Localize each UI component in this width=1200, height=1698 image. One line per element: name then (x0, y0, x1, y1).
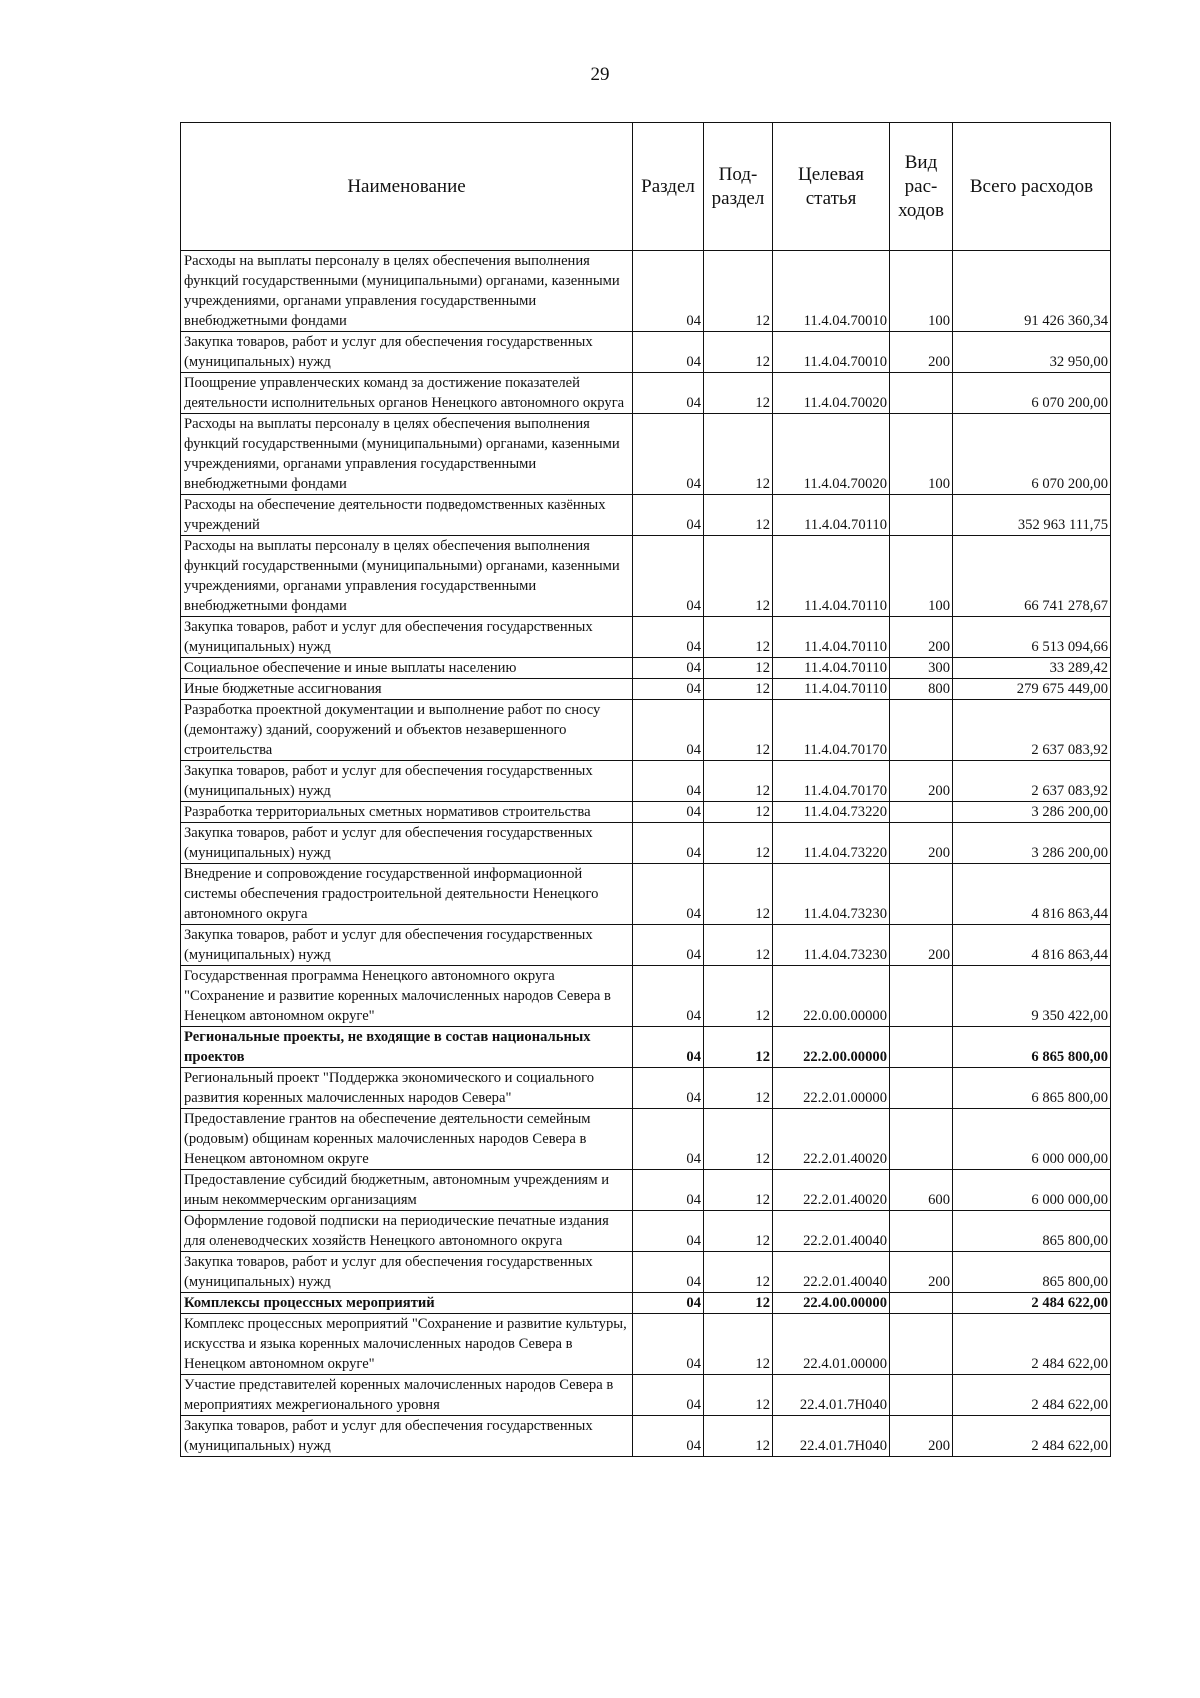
cell-vid (890, 802, 953, 823)
cell-razdel: 04 (633, 373, 704, 414)
cell-vid: 100 (890, 414, 953, 495)
page-number: 29 (590, 64, 610, 85)
cell-razdel: 04 (633, 761, 704, 802)
header-name: Наименование (181, 123, 633, 251)
cell-razdel: 04 (633, 1293, 704, 1314)
cell-podrazdel: 12 (704, 1027, 773, 1068)
cell-name: Оформление годовой подписки на периодические печатные издания для оленеводческих хозяйств Ненецкого автономного округа (181, 1211, 633, 1252)
cell-name: Расходы на выплаты персоналу в целях обеспечения выполнения функций государственными (муниципальными) органами, казенными учреждениями, органами управления государственными внебюджетными фондами (181, 536, 633, 617)
table-row (181, 658, 1111, 679)
cell-vid: 200 (890, 1416, 953, 1457)
cell-razdel: 04 (633, 679, 704, 700)
table-row (181, 617, 1111, 658)
cell-razdel: 04 (633, 700, 704, 761)
cell-total: 6 865 800,00 (953, 1027, 1111, 1068)
cell-vid: 100 (890, 251, 953, 332)
cell-statya: 11.4.04.70110 (773, 658, 890, 679)
cell-razdel: 04 (633, 1314, 704, 1375)
cell-statya: 11.4.04.73230 (773, 864, 890, 925)
cell-name: Участие представителей коренных малочисленных народов Севера в мероприятиях межрегионального уровня (181, 1375, 633, 1416)
cell-vid (890, 966, 953, 1027)
cell-total: 6 865 800,00 (953, 1068, 1111, 1109)
cell-statya: 11.4.04.70110 (773, 679, 890, 700)
cell-vid: 200 (890, 332, 953, 373)
table-header-row (181, 123, 1111, 251)
cell-name: Закупка товаров, работ и услуг для обеспечения государственных (муниципальных) нужд (181, 1252, 633, 1293)
cell-total: 9 350 422,00 (953, 966, 1111, 1027)
cell-podrazdel: 12 (704, 1314, 773, 1375)
cell-name: Поощрение управленческих команд за достижение показателей деятельности исполнительных органов Ненецкого автономного округа (181, 373, 633, 414)
table-row (181, 966, 1111, 1027)
cell-vid (890, 495, 953, 536)
cell-statya: 11.4.04.70020 (773, 373, 890, 414)
cell-razdel: 04 (633, 925, 704, 966)
table-row (181, 802, 1111, 823)
cell-razdel: 04 (633, 251, 704, 332)
cell-total: 865 800,00 (953, 1211, 1111, 1252)
cell-podrazdel: 12 (704, 925, 773, 966)
cell-vid: 200 (890, 823, 953, 864)
table-row (181, 1293, 1111, 1314)
cell-total: 2 484 622,00 (953, 1375, 1111, 1416)
cell-total: 66 741 278,67 (953, 536, 1111, 617)
table-row (181, 864, 1111, 925)
cell-razdel: 04 (633, 966, 704, 1027)
cell-podrazdel: 12 (704, 1252, 773, 1293)
table-row (181, 1027, 1111, 1068)
cell-statya: 11.4.04.70110 (773, 495, 890, 536)
cell-name: Закупка товаров, работ и услуг для обеспечения государственных (муниципальных) нужд (181, 332, 633, 373)
cell-statya: 11.4.04.73230 (773, 925, 890, 966)
cell-razdel: 04 (633, 802, 704, 823)
cell-podrazdel: 12 (704, 1109, 773, 1170)
header-podrazdel: Под- раздел (704, 123, 773, 251)
cell-name: Региональные проекты, не входящие в состав национальных проектов (181, 1027, 633, 1068)
cell-total: 2 484 622,00 (953, 1314, 1111, 1375)
cell-vid (890, 1314, 953, 1375)
cell-vid (890, 1375, 953, 1416)
cell-name: Иные бюджетные ассигнования (181, 679, 633, 700)
cell-podrazdel: 12 (704, 658, 773, 679)
cell-statya: 11.4.04.70010 (773, 251, 890, 332)
cell-podrazdel: 12 (704, 536, 773, 617)
cell-name: Предоставление грантов на обеспечение деятельности семейным (родовым) общинам коренных малочисленных народов Севера в Ненецком автономном округе (181, 1109, 633, 1170)
cell-total: 3 286 200,00 (953, 802, 1111, 823)
table-row (181, 1170, 1111, 1211)
cell-vid: 200 (890, 761, 953, 802)
cell-name: Комплексы процессных мероприятий (181, 1293, 633, 1314)
cell-statya: 22.2.01.00000 (773, 1068, 890, 1109)
cell-podrazdel: 12 (704, 414, 773, 495)
header-razdel: Раздел (633, 123, 704, 251)
table-row (181, 251, 1111, 332)
cell-vid: 300 (890, 658, 953, 679)
cell-name: Комплекс процессных мероприятий "Сохранение и развитие культуры, искусства и языка коренных малочисленных народов Севера в Ненецком автономном округе" (181, 1314, 633, 1375)
table-row (181, 1109, 1111, 1170)
header-vid: Вид рас- ходов (890, 123, 953, 251)
cell-statya: 22.2.01.40020 (773, 1109, 890, 1170)
cell-name: Расходы на обеспечение деятельности подведомственных казённых учреждений (181, 495, 633, 536)
cell-statya: 22.4.00.00000 (773, 1293, 890, 1314)
cell-name: Закупка товаров, работ и услуг для обеспечения государственных (муниципальных) нужд (181, 617, 633, 658)
table-row (181, 495, 1111, 536)
table-row (181, 925, 1111, 966)
cell-statya: 22.2.01.40040 (773, 1252, 890, 1293)
cell-statya: 22.2.01.40040 (773, 1211, 890, 1252)
cell-total: 91 426 360,34 (953, 251, 1111, 332)
cell-podrazdel: 12 (704, 1068, 773, 1109)
cell-total: 352 963 111,75 (953, 495, 1111, 536)
cell-razdel: 04 (633, 1027, 704, 1068)
cell-vid (890, 864, 953, 925)
cell-total: 279 675 449,00 (953, 679, 1111, 700)
cell-vid: 100 (890, 536, 953, 617)
table-row (181, 1314, 1111, 1375)
cell-statya: 22.4.01.7Н040 (773, 1416, 890, 1457)
table-row (181, 823, 1111, 864)
cell-statya: 11.4.04.70110 (773, 536, 890, 617)
cell-name: Расходы на выплаты персоналу в целях обеспечения выполнения функций государственными (муниципальными) органами, казенными учреждениями, органами управления государственными внебюджетными фондами (181, 251, 633, 332)
cell-podrazdel: 12 (704, 679, 773, 700)
cell-total: 2 484 622,00 (953, 1416, 1111, 1457)
cell-podrazdel: 12 (704, 1293, 773, 1314)
cell-razdel: 04 (633, 536, 704, 617)
cell-razdel: 04 (633, 1416, 704, 1457)
cell-name: Государственная программа Ненецкого автономного округа "Сохранение и развитие коренных малочисленных народов Севера в Ненецком автономном округе" (181, 966, 633, 1027)
cell-podrazdel: 12 (704, 802, 773, 823)
cell-name: Социальное обеспечение и иные выплаты населению (181, 658, 633, 679)
cell-razdel: 04 (633, 1252, 704, 1293)
cell-statya: 11.4.04.73220 (773, 802, 890, 823)
table-row (181, 1416, 1111, 1457)
cell-statya: 11.4.04.70170 (773, 761, 890, 802)
cell-name: Закупка товаров, работ и услуг для обеспечения государственных (муниципальных) нужд (181, 1416, 633, 1457)
table-row (181, 679, 1111, 700)
header-total: Всего расходов (953, 123, 1111, 251)
header-statya: Целевая статья (773, 123, 890, 251)
cell-podrazdel: 12 (704, 1211, 773, 1252)
table-row (181, 1252, 1111, 1293)
cell-vid: 200 (890, 1252, 953, 1293)
cell-total: 6 000 000,00 (953, 1170, 1111, 1211)
cell-statya: 22.2.01.40020 (773, 1170, 890, 1211)
cell-vid (890, 373, 953, 414)
cell-podrazdel: 12 (704, 1375, 773, 1416)
cell-total: 6 513 094,66 (953, 617, 1111, 658)
table-row (181, 332, 1111, 373)
cell-total: 2 637 083,92 (953, 700, 1111, 761)
cell-razdel: 04 (633, 495, 704, 536)
cell-statya: 11.4.04.73220 (773, 823, 890, 864)
cell-podrazdel: 12 (704, 373, 773, 414)
cell-vid (890, 1293, 953, 1314)
cell-total: 4 816 863,44 (953, 864, 1111, 925)
table-row (181, 700, 1111, 761)
cell-podrazdel: 12 (704, 823, 773, 864)
cell-name: Разработка территориальных сметных нормативов строительства (181, 802, 633, 823)
cell-name: Закупка товаров, работ и услуг для обеспечения государственных (муниципальных) нужд (181, 761, 633, 802)
cell-statya: 11.4.04.70020 (773, 414, 890, 495)
cell-vid (890, 700, 953, 761)
cell-name: Закупка товаров, работ и услуг для обеспечения государственных (муниципальных) нужд (181, 823, 633, 864)
cell-statya: 22.4.01.7Н040 (773, 1375, 890, 1416)
cell-razdel: 04 (633, 617, 704, 658)
table-row (181, 1068, 1111, 1109)
cell-total: 33 289,42 (953, 658, 1111, 679)
cell-name: Внедрение и сопровождение государственной информационной системы обеспечения градостроительной деятельности Ненецкого автономного округа (181, 864, 633, 925)
cell-statya: 11.4.04.70010 (773, 332, 890, 373)
table-row (181, 536, 1111, 617)
cell-vid (890, 1211, 953, 1252)
cell-razdel: 04 (633, 1375, 704, 1416)
cell-total: 32 950,00 (953, 332, 1111, 373)
cell-razdel: 04 (633, 332, 704, 373)
table-row (181, 373, 1111, 414)
cell-name: Закупка товаров, работ и услуг для обеспечения государственных (муниципальных) нужд (181, 925, 633, 966)
cell-razdel: 04 (633, 1068, 704, 1109)
cell-podrazdel: 12 (704, 1416, 773, 1457)
table-row (181, 414, 1111, 495)
cell-statya: 11.4.04.70110 (773, 617, 890, 658)
cell-vid (890, 1109, 953, 1170)
cell-statya: 22.0.00.00000 (773, 966, 890, 1027)
cell-podrazdel: 12 (704, 332, 773, 373)
table-body (181, 251, 1111, 1457)
cell-razdel: 04 (633, 864, 704, 925)
cell-podrazdel: 12 (704, 966, 773, 1027)
cell-total: 865 800,00 (953, 1252, 1111, 1293)
cell-total: 4 816 863,44 (953, 925, 1111, 966)
cell-razdel: 04 (633, 1170, 704, 1211)
cell-vid: 600 (890, 1170, 953, 1211)
cell-name: Предоставление субсидий бюджетным, автономным учреждениям и иным некоммерческим организациям (181, 1170, 633, 1211)
cell-total: 2 637 083,92 (953, 761, 1111, 802)
cell-name: Региональный проект "Поддержка экономического и социального развития коренных малочисленных народов Севера" (181, 1068, 633, 1109)
cell-total: 3 286 200,00 (953, 823, 1111, 864)
cell-razdel: 04 (633, 1211, 704, 1252)
cell-razdel: 04 (633, 414, 704, 495)
table-row (181, 1375, 1111, 1416)
cell-vid (890, 1068, 953, 1109)
cell-razdel: 04 (633, 658, 704, 679)
cell-total: 6 070 200,00 (953, 373, 1111, 414)
cell-vid: 800 (890, 679, 953, 700)
cell-podrazdel: 12 (704, 251, 773, 332)
table-row (181, 761, 1111, 802)
cell-vid: 200 (890, 617, 953, 658)
cell-statya: 22.4.01.00000 (773, 1314, 890, 1375)
cell-statya: 11.4.04.70170 (773, 700, 890, 761)
cell-podrazdel: 12 (704, 761, 773, 802)
cell-total: 6 070 200,00 (953, 414, 1111, 495)
cell-podrazdel: 12 (704, 617, 773, 658)
cell-razdel: 04 (633, 823, 704, 864)
budget-table (180, 122, 1111, 1457)
cell-name: Разработка проектной документации и выполнение работ по сносу (демонтажу) зданий, сооружений и объектов незавершенного строительства (181, 700, 633, 761)
cell-podrazdel: 12 (704, 700, 773, 761)
cell-podrazdel: 12 (704, 1170, 773, 1211)
cell-podrazdel: 12 (704, 864, 773, 925)
cell-podrazdel: 12 (704, 495, 773, 536)
cell-razdel: 04 (633, 1109, 704, 1170)
cell-vid (890, 1027, 953, 1068)
cell-total: 2 484 622,00 (953, 1293, 1111, 1314)
table-row (181, 1211, 1111, 1252)
cell-statya: 22.2.00.00000 (773, 1027, 890, 1068)
cell-total: 6 000 000,00 (953, 1109, 1111, 1170)
cell-vid: 200 (890, 925, 953, 966)
cell-name: Расходы на выплаты персоналу в целях обеспечения выполнения функций государственными (муниципальными) органами, казенными учреждениями, органами управления государственными внебюджетными фондами (181, 414, 633, 495)
